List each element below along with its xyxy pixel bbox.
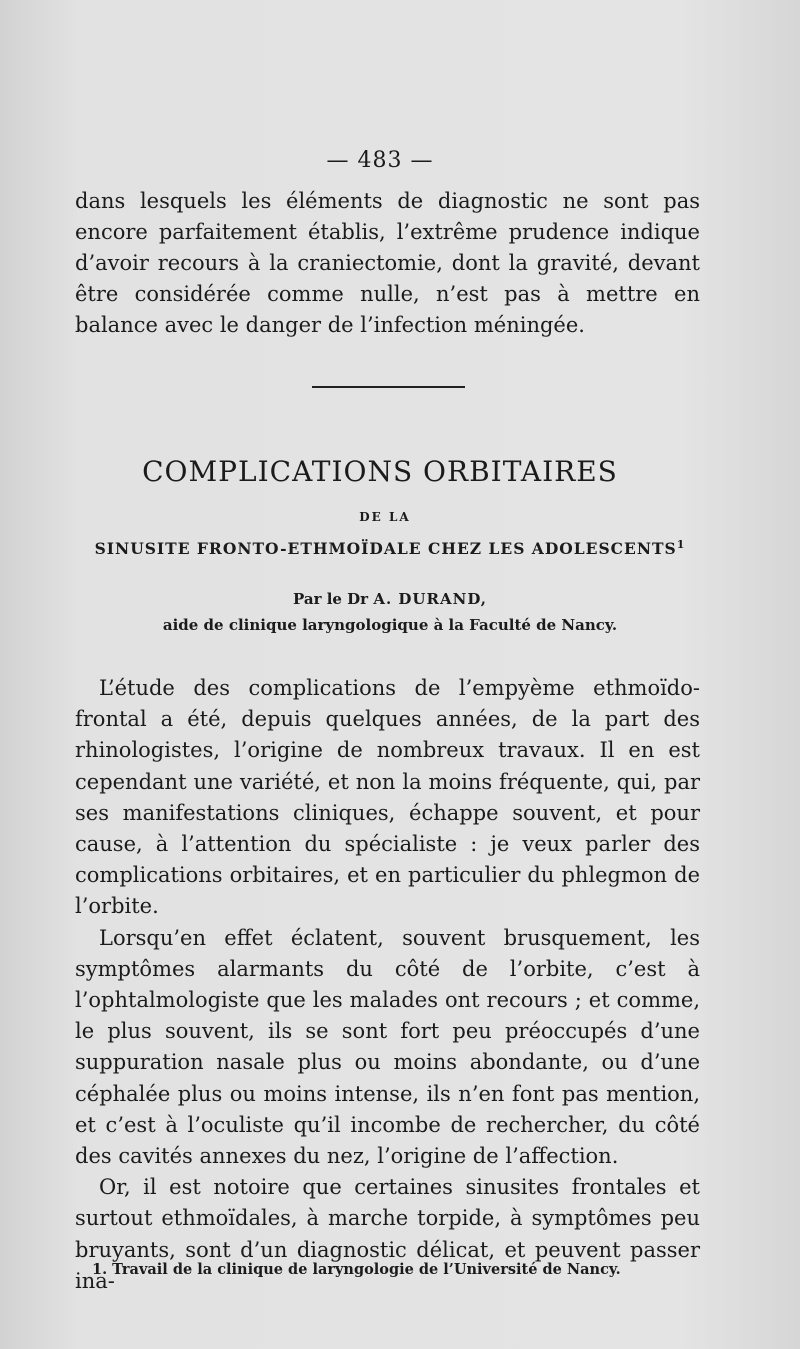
body-paragraph: Lorsqu’en effet éclatent, souvent brusquement, les symptômes alarmants du côté de l’orbite, c’est à l’ophtalmologiste que les malades ont recours ; et comme, le plus souvent, ils se sont fort peu préoccupés d’une suppuration nasale plus ou moins abondante, ou d’une céphalée plus ou moins intense, ils n’en font pas mention, et c’est à l’oculiste qu’il incombe de rechercher, du côté des cavités annexes du nez, l’origine de l’affection. xyxy=(75,925,700,1169)
continuation-paragraph: dans lesquels les éléments de diagnostic ne sont pas encore parfaitement établis, l’extrême prudence indique d’avoir recours à la craniectomie, dont la gravité, devant être considérée comme nulle, n’est pas à mettre en balance avec le danger de l’infection méningée. xyxy=(75,189,700,337)
author-name: A. DURAND, xyxy=(373,590,488,608)
section-divider xyxy=(312,386,465,388)
subtitle-text: SINUSITE FRONTO-ETHMOÏDALE CHEZ LES ADOLESCENTS xyxy=(94,539,677,559)
byline xyxy=(0,590,780,608)
subtitle-connector: DE LA xyxy=(359,510,411,524)
body-paragraph: Or, il est notoire que certaines sinusites frontales et surtout ethmoïdales, à marche torpide, à symptômes peu bruyants, sont d’un diagnostic délicat, et peuvent passer ina- xyxy=(75,1175,700,1293)
article-body xyxy=(75,673,700,1297)
article-title: COMPLICATIONS ORBITAIRES xyxy=(142,455,618,488)
footnote: 1. Travail de la clinique de laryngologie de l’Université de Nancy. xyxy=(92,1261,621,1278)
page-number: — 483 — xyxy=(326,148,434,173)
body-paragraph: L’étude des complications de l’empyème ethmoïdo-frontal a été, depuis quelques années, de la part des rhinologistes, l’origine de nombreux travaux. Il en est cependant une variété, et non la moins fréquente, qui, par ses manifestations cliniques, échappe souvent, et pour cause, à l’attention du spécialiste : je veux parler des complications orbitaires, et en particulier du phlegmon de l’orbite. xyxy=(75,676,700,919)
footnote-marker: 1 xyxy=(676,538,686,551)
article-subtitle xyxy=(75,538,705,558)
author-affiliation: aide de clinique laryngologique à la Faculté de Nancy. xyxy=(162,616,618,634)
byline-prefix: Par le Dr xyxy=(292,590,369,608)
